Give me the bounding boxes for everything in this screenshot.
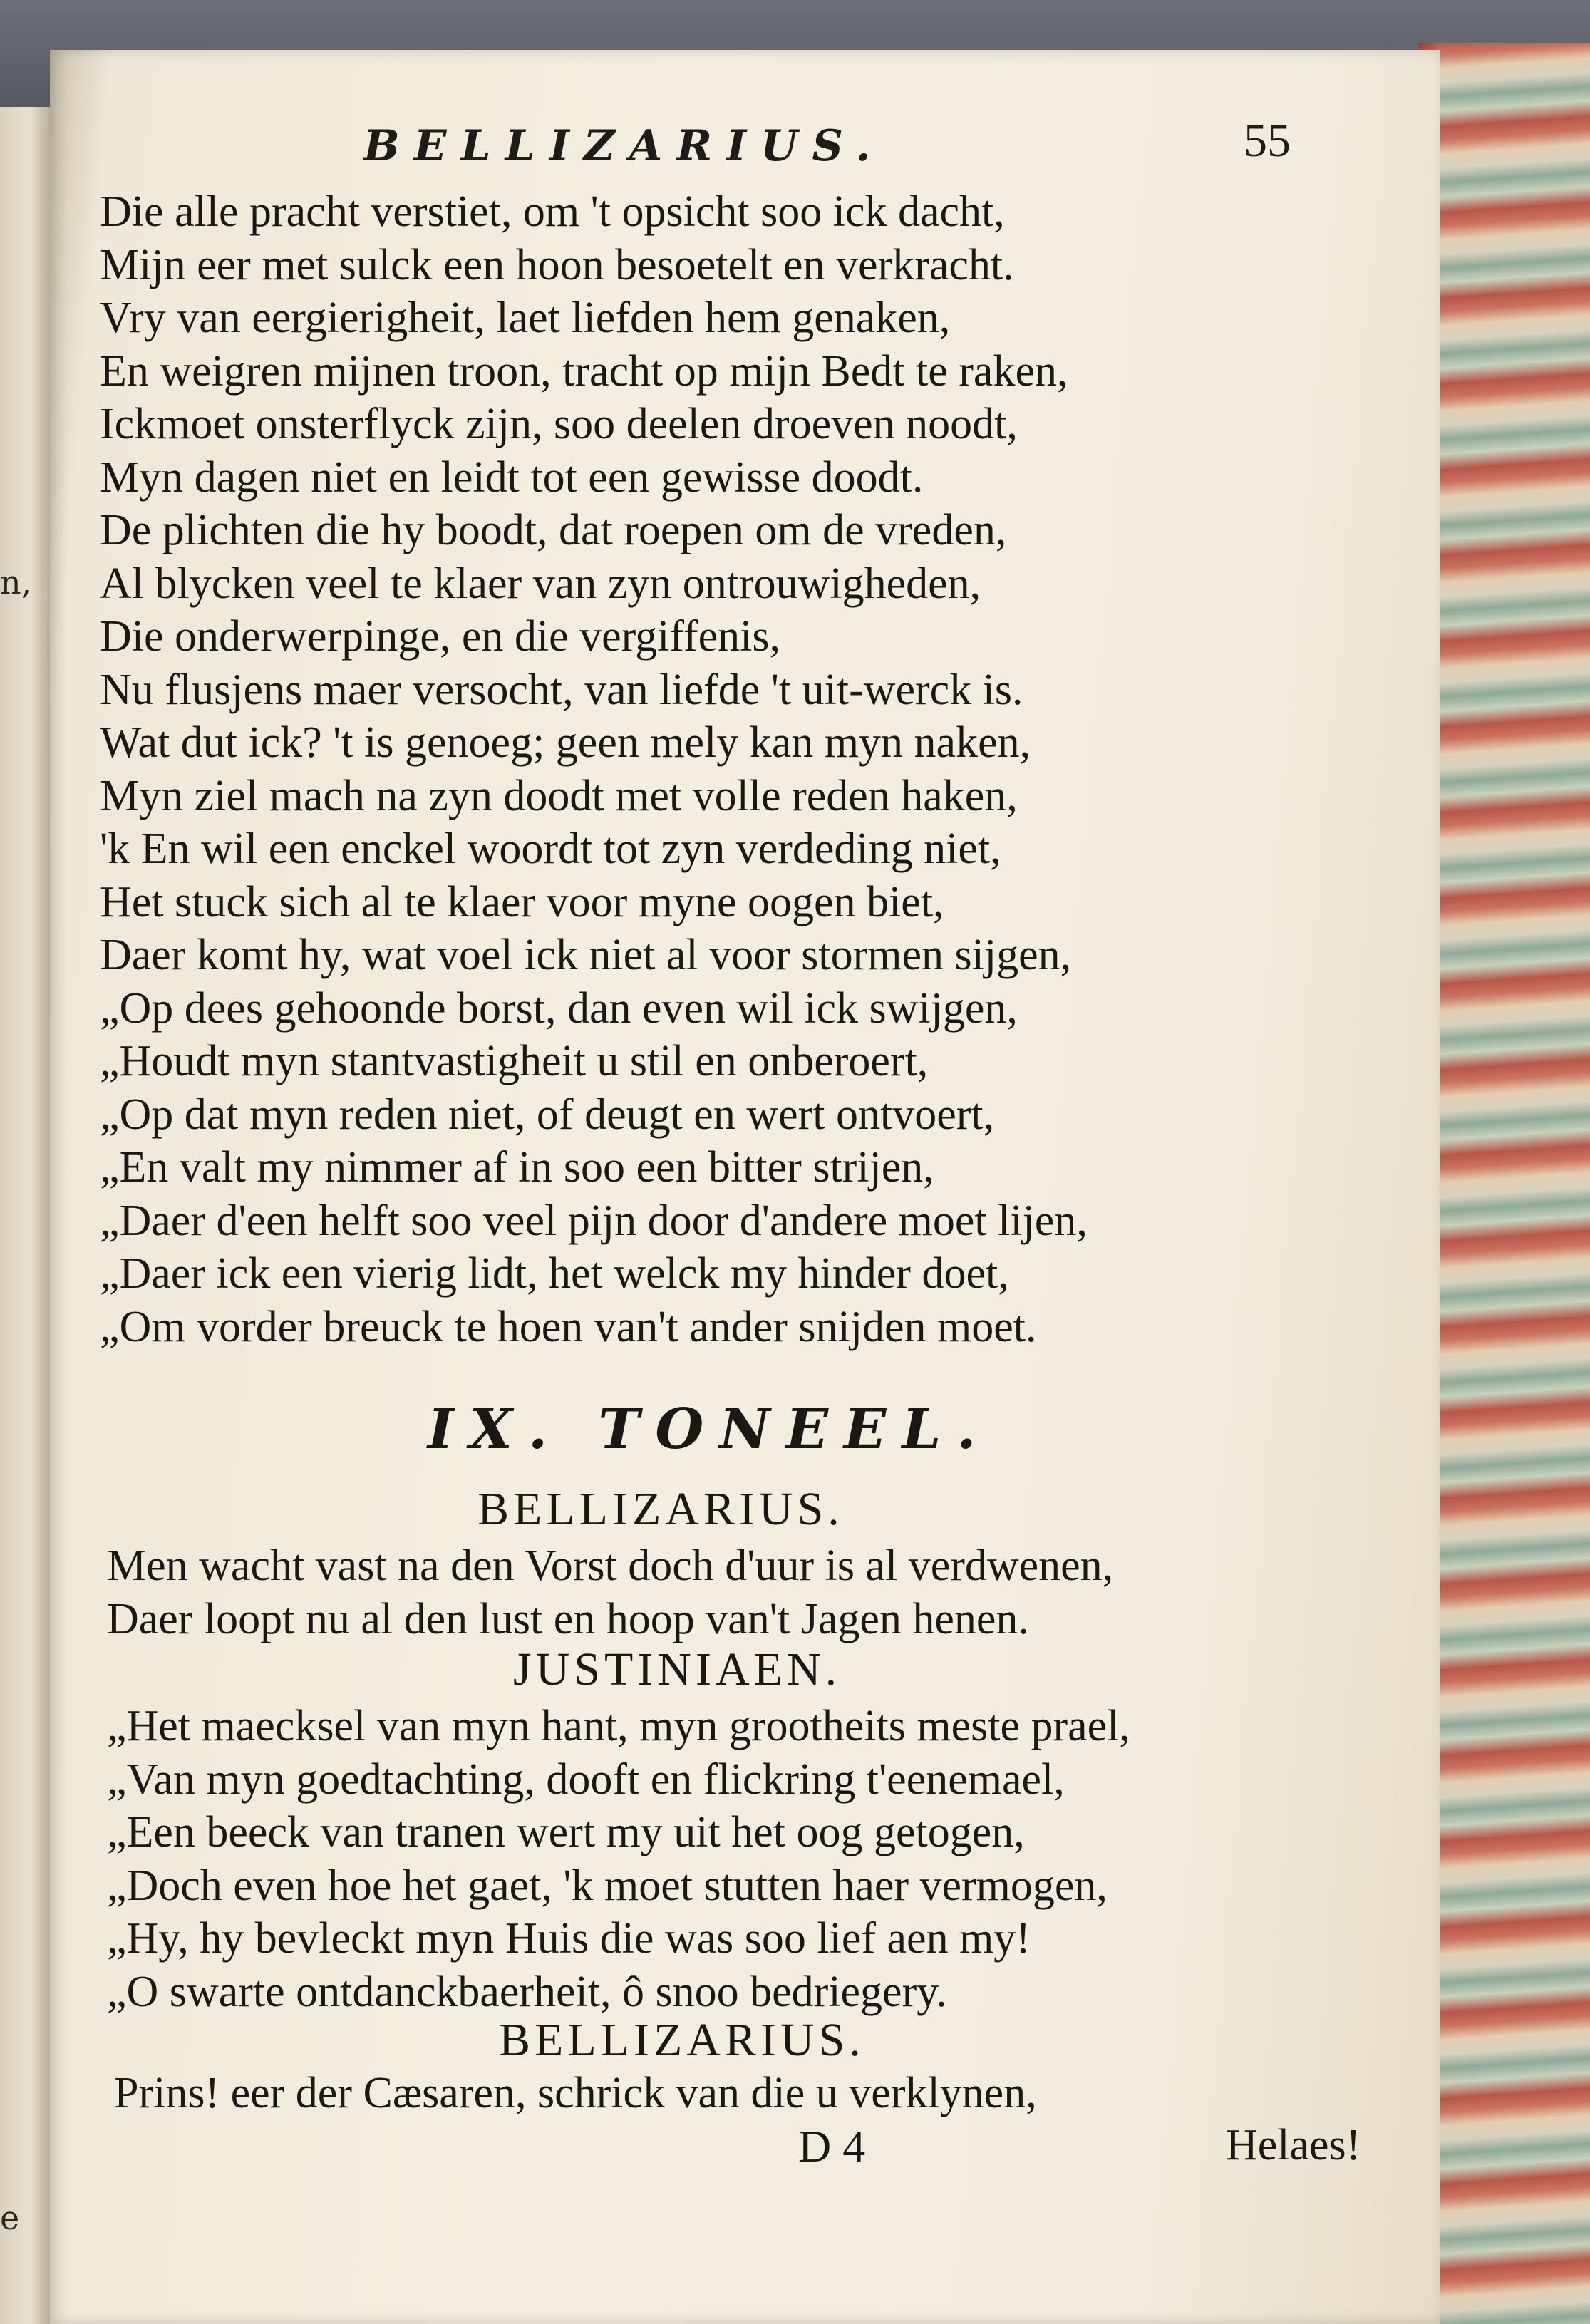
verse-line: Ickmoet onsterflyck zijn, soo deelen droeven noodt, — [100, 400, 1018, 448]
signature-mark: D 4 — [798, 2121, 866, 2171]
verse-line: „En valt my nimmer af in soo een bitter strijen, — [100, 1143, 934, 1192]
verse-block-1 — [100, 185, 1383, 1353]
page-number: 55 — [1244, 115, 1291, 167]
verse-line: Die onderwerpinge, en die vergiffenis, — [100, 612, 780, 661]
left-page-fragment: e — [0, 2199, 20, 2237]
verse-line: „Daer d'een helft soo veel pijn door d'andere moet lijen, — [100, 1196, 1088, 1245]
verse-line: „Om vorder breuck te hoen van't ander snijden moet. — [100, 1302, 1037, 1351]
verse-line: „O swarte ontdanckbaerheit, ô snoo bedriegery. — [107, 1967, 947, 2016]
running-head: BELLIZARIUS. — [363, 121, 885, 171]
verse-line: „Houdt myn stantvastigheit u stil en onberoert, — [100, 1037, 929, 1085]
verse-line: 'k En wil een enckel woordt tot zyn verdeding niet, — [100, 825, 1001, 873]
verse-block-4 — [114, 2067, 1397, 2120]
verse-line: „Daer ick een vierig lidt, het welck my hinder doet, — [100, 1249, 1009, 1298]
verse-block-3 — [107, 1700, 1390, 2018]
verse-line: Nu flusjens maer versocht, van liefde 't uit-werck is. — [100, 665, 1023, 714]
speaker-name: BELLIZARIUS. — [477, 1483, 844, 1535]
verse-line: Myn dagen niet en leidt tot een gewisse doodt. — [100, 453, 924, 502]
verse-line: Vry van eergierigheit, laet liefden hem genaken, — [100, 294, 951, 342]
verse-line: Die alle pracht verstiet, om 't opsicht soo ick dacht, — [100, 187, 1005, 236]
verse-line: „Op dees gehoonde borst, dan even wil ick swijgen, — [100, 983, 1018, 1033]
left-page-edge — [0, 107, 50, 2324]
verse-line: Wat dut ick? 't is genoeg; geen mely kan myn naken, — [100, 718, 1031, 767]
catchword: Helaes! — [1226, 2121, 1361, 2169]
verse-line: „Hy, hy bevleckt myn Huis die was soo lief aen my! — [107, 1914, 1031, 1963]
verse-line: Myn ziel mach na zyn doodt met volle reden haken, — [100, 771, 1018, 820]
scene-title: IX. TONEEL. — [428, 1397, 992, 1462]
verse-block-2 — [107, 1539, 1390, 1646]
verse-line: Prins! eer der Cæsaren, schrick van die u verklynen, — [114, 2069, 1037, 2117]
verse-line: „Een beeck van tranen wert my uit het oog getogen, — [107, 1808, 1025, 1856]
verse-line: Mijn eer met sulck een hoon besoetelt en verkracht. — [100, 240, 1014, 289]
verse-line: De plichten die hy boodt, dat roepen om de vreden, — [100, 506, 1007, 554]
verse-line: „Doch even hoe het gaet, 'k moet stutten haer vermogen, — [107, 1861, 1108, 1910]
verse-line: „Op dat myn reden niet, of deugt en wert ontvoert, — [100, 1090, 995, 1139]
verse-line: Men wacht vast na den Vorst doch d'uur is al verdwenen, — [107, 1541, 1114, 1590]
verse-line: „Het maecksel van myn hant, myn grootheits meste prael, — [107, 1702, 1130, 1750]
left-page-fragment: n, — [0, 563, 32, 601]
verse-line: Daer loopt nu al den lust en hoop van't Jagen henen. — [107, 1594, 1029, 1643]
verse-line: Daer komt hy, wat voel ick niet al voor stormen sijgen, — [100, 931, 1072, 979]
verse-line: En weigren mijnen troon, tracht op mijn Bedt te raken, — [100, 346, 1068, 396]
verse-line: Al blycken veel te klaer van zyn ontrouwigheden, — [100, 559, 981, 608]
verse-line: „Van myn goedtachting, dooft en flickring t'eenemael, — [107, 1755, 1065, 1804]
verse-line: Het stuck sich al te klaer voor myne oogen biet, — [100, 877, 944, 926]
speaker-name: JUSTINIAEN. — [513, 1643, 842, 1695]
speaker-name: BELLIZARIUS. — [499, 2014, 865, 2066]
